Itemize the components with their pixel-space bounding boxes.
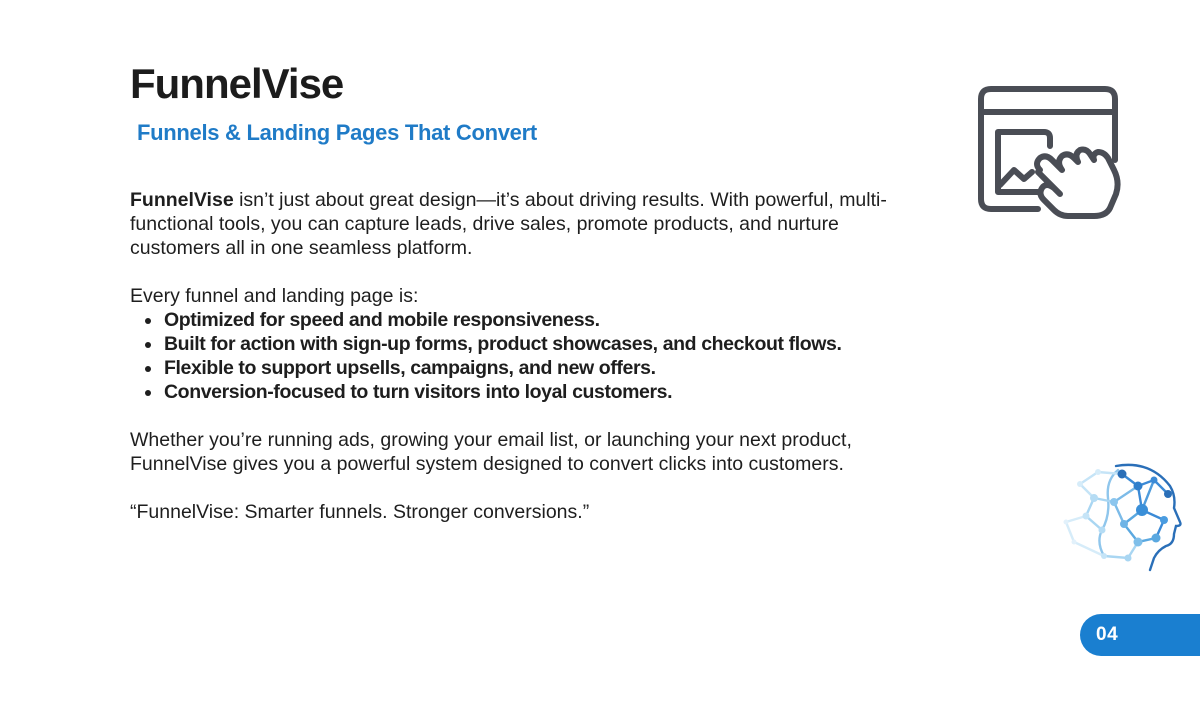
page-number-badge bbox=[1080, 614, 1200, 656]
page-subtitle: Funnels & Landing Pages That Convert bbox=[137, 120, 537, 145]
list-item: Flexible to support upsells, campaigns, and new offers. bbox=[164, 356, 920, 380]
spacer bbox=[130, 404, 920, 428]
page-title: FunnelVise bbox=[130, 60, 344, 107]
body-content bbox=[130, 188, 920, 524]
intro-paragraph bbox=[130, 188, 920, 260]
browser-touch-icon bbox=[976, 84, 1122, 220]
spacer bbox=[130, 476, 920, 500]
intro-text: isn’t just about great design—it’s about driving results. With powerful, multi-functional tools, you can capture leads, drive sales, promote products, and nurture customers all in one seamless platform. bbox=[130, 189, 887, 259]
ai-head-network-logo bbox=[1058, 458, 1182, 576]
closing-paragraph: Whether you’re running ads, growing your email list, or launching your next product, FunnelVise gives you a powerful system designed to convert clicks into customers. bbox=[130, 429, 852, 475]
page-number: 04 bbox=[1096, 624, 1119, 645]
list-item: Built for action with sign-up forms, product showcases, and checkout flows. bbox=[164, 332, 920, 356]
spacer bbox=[130, 260, 920, 284]
list-lead: Every funnel and landing page is: bbox=[130, 285, 419, 307]
feature-list bbox=[130, 308, 920, 404]
list-item: Optimized for speed and mobile responsiveness. bbox=[164, 308, 920, 332]
list-item: Conversion-focused to turn visitors into loyal customers. bbox=[164, 380, 920, 404]
tagline-quote: “FunnelVise: Smarter funnels. Stronger conversions.” bbox=[130, 501, 590, 523]
intro-brand: FunnelVise bbox=[130, 189, 234, 211]
